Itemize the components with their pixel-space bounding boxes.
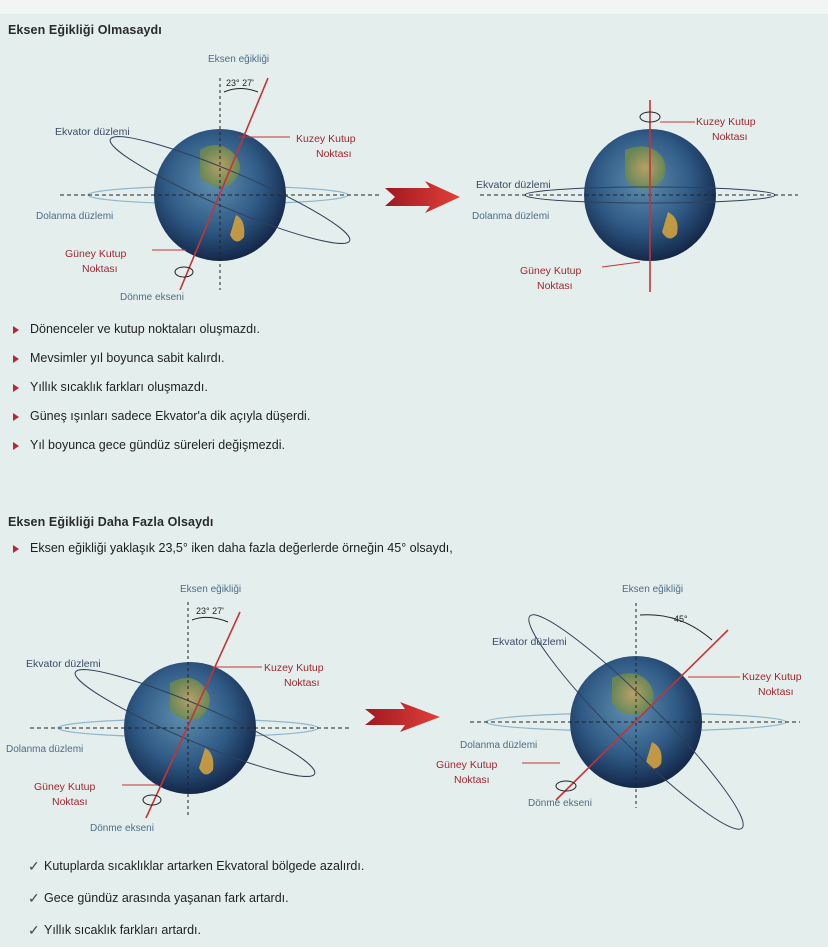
d2r-north-pole-2: Noktası: [758, 686, 794, 698]
d2l-south-pole: Güney Kutup: [34, 781, 96, 793]
triangle-bullet-icon: [13, 413, 19, 421]
list-item: Mevsimler yıl boyunca sabit kalırdı.: [8, 351, 310, 380]
section1-bullet-list: [8, 322, 310, 467]
section2-title: Eksen Eğikliği Daha Fazla Olsaydı: [8, 515, 214, 529]
d1l-angle: 23° 27': [226, 78, 254, 88]
d2r-north-pole: Kuzey Kutup: [742, 671, 802, 683]
d1r-equator-plane: Ekvator düzlemi: [476, 179, 551, 191]
d2l-orbit-plane: Dolanma düzlemi: [6, 744, 84, 755]
d2r-rotation-axis: Dönme ekseni: [528, 798, 592, 809]
d2l-north-pole: Kuzey Kutup: [264, 662, 324, 674]
list-item: ✓ Yıllık sıcaklık farkları artardı.: [28, 922, 201, 938]
triangle-bullet-icon: [13, 326, 19, 334]
transition-arrow-2: [365, 702, 440, 732]
section1-title: Eksen Eğikliği Olmasaydı: [8, 23, 162, 37]
d1r-south-pole: Güney Kutup: [520, 265, 582, 277]
triangle-bullet-icon: [13, 442, 19, 450]
list-item: Yıl boyunca gece gündüz süreleri değişmezdi.: [8, 438, 310, 467]
d2l-equator-plane: Ekvator düzlemi: [26, 658, 101, 670]
list-item: ✓ Kutuplarda sıcaklıklar artarken Ekvatoral bölgede azalırdı.: [28, 858, 365, 874]
d1l-south-pole: Güney Kutup: [65, 248, 127, 260]
d2l-axis-title: Eksen eğikliği: [180, 584, 242, 595]
south-pole-pointer: [602, 262, 640, 267]
d1r-south-pole-2: Noktası: [537, 280, 573, 292]
d2r-south-pole-2: Noktası: [454, 774, 490, 786]
list-item: ✓ Gece gündüz arasında yaşanan fark artardı.: [28, 890, 289, 906]
checkmark-icon: ✓: [28, 858, 40, 874]
d1r-orbit-plane: Dolanma düzlemi: [472, 211, 550, 222]
d1r-north-pole-2: Noktası: [712, 131, 748, 143]
angle-arc: [192, 617, 228, 622]
d2r-equator-plane: Ekvator düzlemi: [492, 636, 567, 648]
d2r-orbit-plane: Dolanma düzlemi: [460, 740, 538, 751]
triangle-bullet-icon: [13, 545, 19, 553]
d2l-angle: 23° 27': [196, 606, 224, 616]
d1l-south-pole-2: Noktası: [82, 263, 118, 275]
d1l-rotation-axis: Dönme ekseni: [120, 292, 184, 303]
d2l-rotation-axis: Dönme ekseni: [90, 823, 154, 834]
d1l-north-pole: Kuzey Kutup: [296, 133, 356, 145]
section2-check-list: [8, 859, 364, 947]
triangle-bullet-icon: [13, 384, 19, 392]
d1l-axis-title: Eksen eğikliği: [208, 54, 270, 65]
d1l-north-pole-2: Noktası: [316, 148, 352, 160]
triangle-bullet-icon: [13, 355, 19, 363]
d1r-north-pole: Kuzey Kutup: [696, 116, 756, 128]
checkmark-icon: ✓: [28, 890, 40, 906]
angle-arc: [224, 89, 258, 93]
d1l-orbit-plane: Dolanma düzlemi: [36, 211, 114, 222]
d2r-axis-title: Eksen eğikliği: [622, 584, 684, 595]
checkmark-icon: ✓: [28, 922, 40, 938]
d2r-south-pole: Güney Kutup: [436, 759, 498, 771]
d1l-equator-plane: Ekvator düzlemi: [55, 126, 130, 138]
list-item: Dönenceler ve kutup noktaları oluşmazdı.: [8, 322, 310, 351]
diagram1-right: [480, 100, 798, 292]
list-item: Güneş ışınları sadece Ekvator'a dik açıyla düşerdi.: [8, 409, 310, 438]
transition-arrow-1: [385, 181, 460, 213]
section2-intro: Eksen eğikliği yaklaşık 23,5° iken daha fazla değerlerde örneğin 45° olsaydı,: [8, 541, 453, 555]
d2r-angle: 45°: [674, 614, 688, 624]
d2l-north-pole-2: Noktası: [284, 677, 320, 689]
rotation-symbol: [175, 267, 193, 277]
d2l-south-pole-2: Noktası: [52, 796, 88, 808]
list-item: Yıllık sıcaklık farkları oluşmazdı.: [8, 380, 310, 409]
